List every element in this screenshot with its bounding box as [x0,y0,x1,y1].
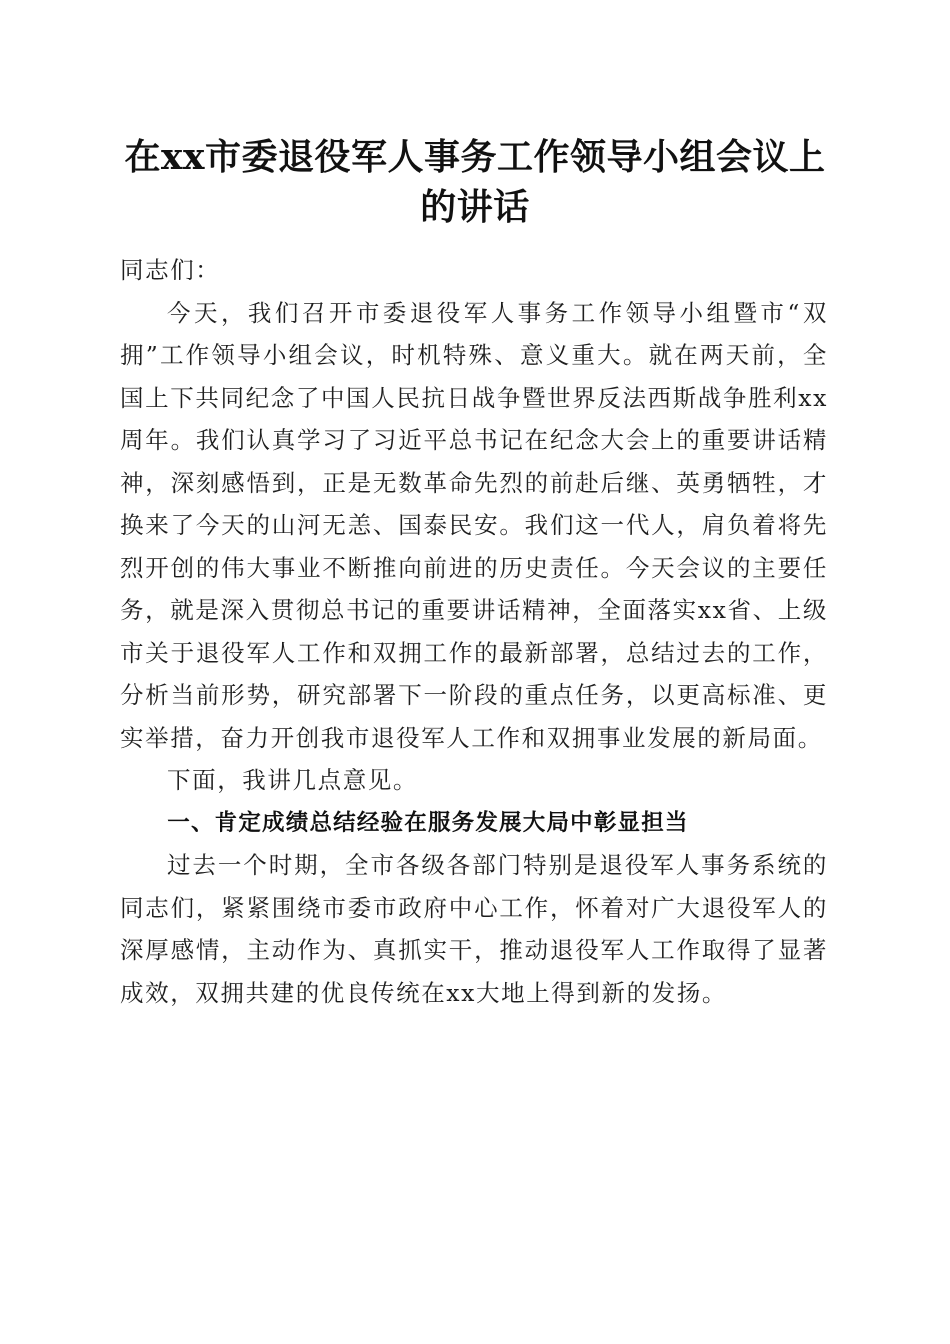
paragraph-transition: 下面，我讲几点意见。 [167,766,418,794]
document-title [100,132,850,232]
paragraph-opening: 今天，我们召开市委退役军人事务工作领导小组暨市“双拥”工作领导小组会议，时机特殊、意义重大。就在两天前，全国上下共同纪念了中国人民抗日战争暨世界反法西斯战争胜利xx周年。我们认真学习了习近平总书记在纪念大会上的重要讲话精神，深刻感悟到，正是无数革命先烈的前赴后继、英勇牺牲，才换来了今天的山河无恙、国泰民安。我们这一代人，肩负着将先烈开创的伟大事业不断推向前进的历史责任。今天会议的主要任务，就是深入贯彻总书记的重要讲话精神，全面落实xx省、上级市关于退役军人工作和双拥工作的最新部署，总结过去的工作，分析当前形势，研究部署下一阶段的重点任务，以更高标准、更实举措，奋力开创我市退役军人工作和双拥事业发展的新局面。 [120,298,828,752]
title-line-2: 的讲话 [420,186,530,228]
salutation: 同志们： [120,256,221,284]
section-paragraph-1: 过去一个时期，全市各级各部门特别是退役军人事务系统的同志们，紧紧围绕市委市政府中心工作，怀着对广大退役军人的深厚感情，主动作为、真抓实干，推动退役军人工作取得了显著成效，双拥共建的优良传统在xx大地上得到新的发扬。 [120,851,828,1007]
section-heading-1: 一、肯定成绩总结经验在服务发展大局中彰显担当 [167,809,689,836]
title-line-1: 在xx市委退役军人事务工作领导小组会议上 [124,136,826,178]
document-body [120,249,828,1014]
